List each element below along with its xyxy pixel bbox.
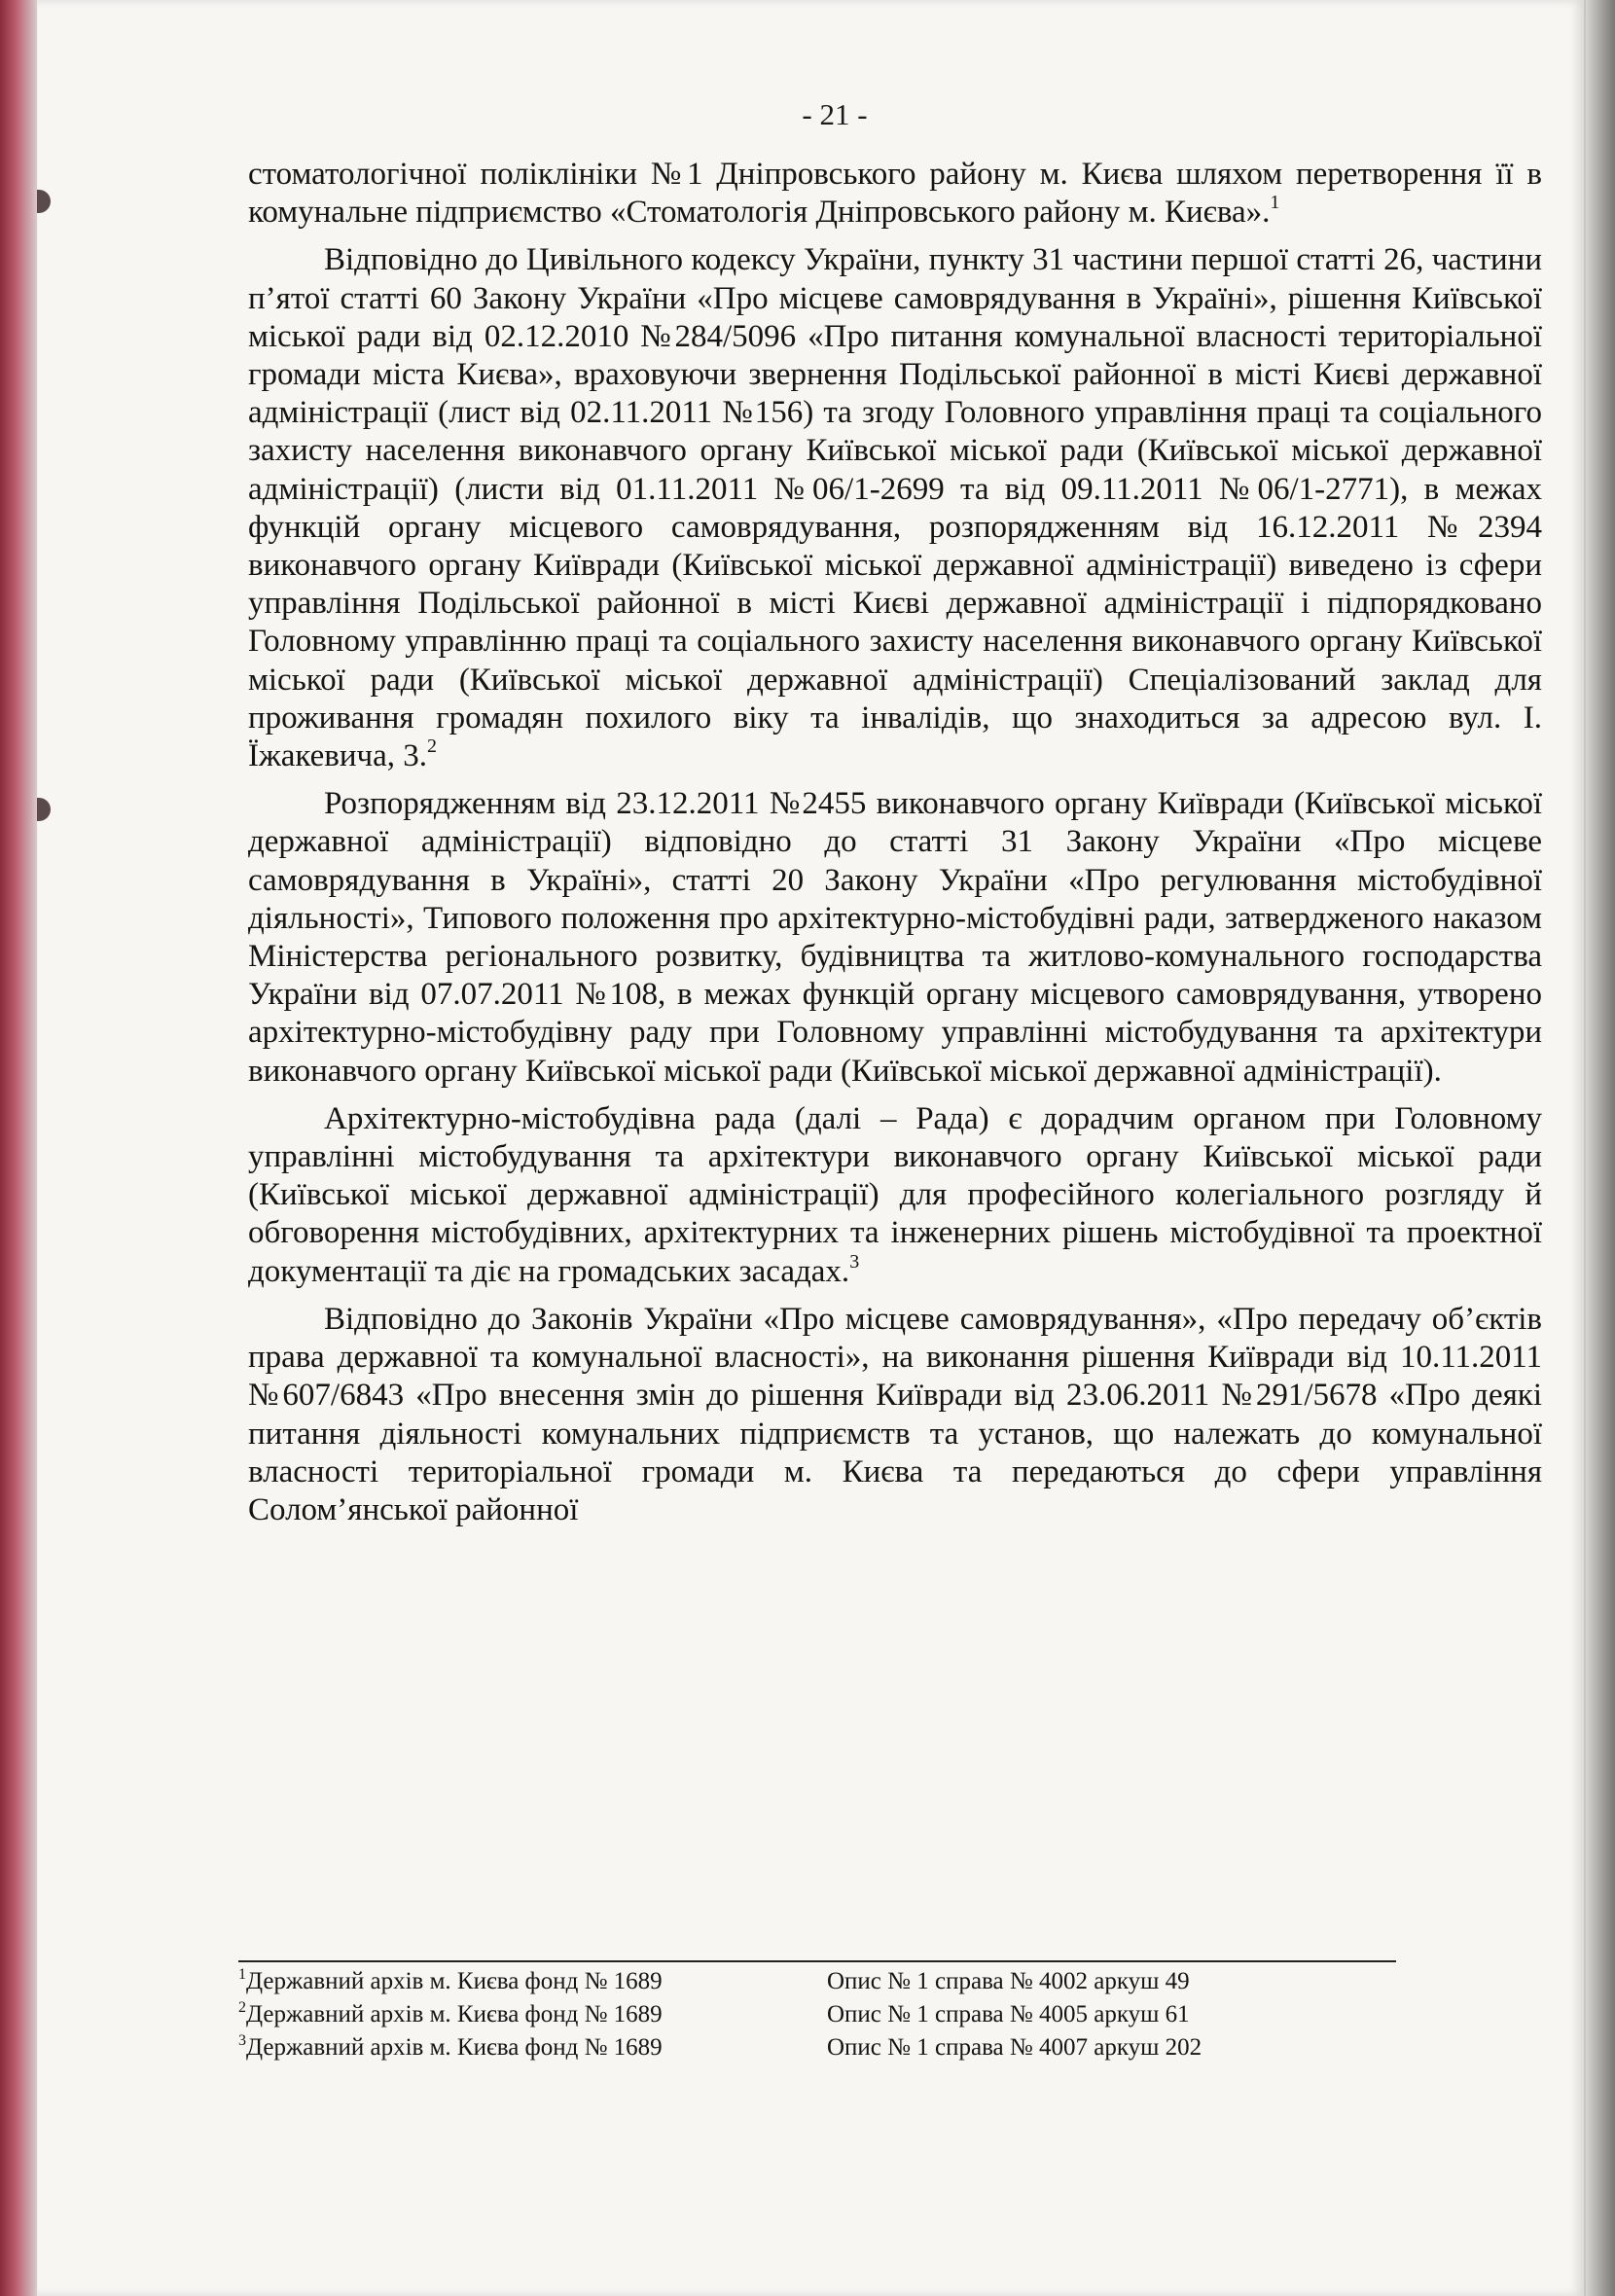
paragraph: Розпорядженням від 23.12.2011 №2455 виконавчого органу Київради (Київської міської державної адміністрації) відповідно до статті 31 Закону України «Про місцеве самоврядування в Україні», статті 20 Закону України «Про регулювання містобудівної діяльності», Типового положення про архітектурно-містобудівні ради, затвердженого наказом Міністерства регіонального розвитку, будівництва та житлово-комунального господарства України від 07.07.2011 №108, в межах функцій органу місцевого самоврядування, утворено архітектурно-містобудівну раду при Головному управлінні містобудування та архітектури виконавчого органу Київської міської ради (Київської міської державної адміністрації). [248, 786, 1542, 1089]
footnote: $^2$Державний архів м. Києва фонд № 1689 Опис № 1 справа № 4005 аркуш 61 [238, 1999, 1190, 2027]
footnote-marker: 2 [427, 735, 438, 758]
footnotes [238, 1965, 1202, 2064]
paragraph: стоматологічної поліклініки №1 Дніпровського району м. Києва шляхом перетворення її в комунальне підприємство «Стоматологія Дніпровського району м. Києва».$^1$ [248, 157, 1542, 231]
binding-hole [37, 190, 51, 213]
footnote: $^1$Державний архів м. Києва фонд № 1689 Опис № 1 справа № 4002 аркуш 49 [238, 1966, 1190, 1994]
footnote-marker: 1 [1270, 192, 1280, 214]
paragraph: Відповідно до Законів України «Про місцеве самоврядування», «Про передачу об’єктів права державної та комунальної власності», на виконання рішення Київради від 10.11.2011 №607/6843 «Про внесення змін до рішення Київради від 23.06.2011 №291/5678 «Про деякі питання діяльності комунальних підприємств та установ, що належать до комунальної власності територіальної громади м. Києва та передаються до сфери управління Солом’янської районної [248, 1301, 1542, 1527]
binder-cover-left [0, 0, 37, 2296]
page-number: - 21 - [802, 97, 868, 131]
footnote: $^3$Державний архів м. Києва фонд № 1689 Опис № 1 справа № 4007 аркуш 202 [238, 2032, 1202, 2061]
footnote-marker: 3 [849, 1250, 860, 1273]
page-stack-edge-right [1586, 0, 1615, 2296]
binding-hole [37, 798, 51, 821]
footnote-divider [238, 1960, 1396, 1962]
paragraph: Архітектурно-містобудівна рада (далі – Рада) є дорадчим органом при Головному управлінні містобудування та архітектури виконавчого органу Київської міської ради (Київської міської державної адміністрації) для професійного колегіального розгляду й обговорення містобудівних, архітектурних та інженерних рішень містобудівної та проектної документації та діє на громадських засадах.$^3$ [248, 1100, 1542, 1289]
body-text [248, 156, 1542, 1529]
paragraph: Відповідно до Цивільного кодексу України, пункту 31 частини першої статті 26, частини п’ятої статті 60 Закону України «Про місцеве самоврядування в Україні», рішення Київської міської ради від 02.12.2010 №284/5096 «Про питання комунальної власності територіальної громади міста Києва», враховуючи звернення Подільської районної в місті Києві державної адміністрації (лист від 02.11.2011 №156) та згоду Головного управління праці та соціального захисту населення виконавчого органу Київської міської ради (Київської міської державної адміністрації) (листи від 01.11.2011 №06/1-2699 та від 09.11.2011 №06/1-2771), в межах функцій органу місцевого самоврядування, розпорядженням від 16.12.2011 №2394 виконавчого органу Київради (Київської міської державної адміністрації) виведено із сфери управління Подільської районної в місті Києві державної адміністрації і підпорядковано Головному управлінню праці та соціального захисту населення виконавчого органу Київської міської ради (Київської міської державної адміністрації) Спеціалізований заклад для проживання громадян похилого віку та інвалідів, що знаходиться за адресою вул. І. Їжакевича, 3.$^2$ [248, 242, 1542, 774]
document-page [37, 0, 1584, 2296]
